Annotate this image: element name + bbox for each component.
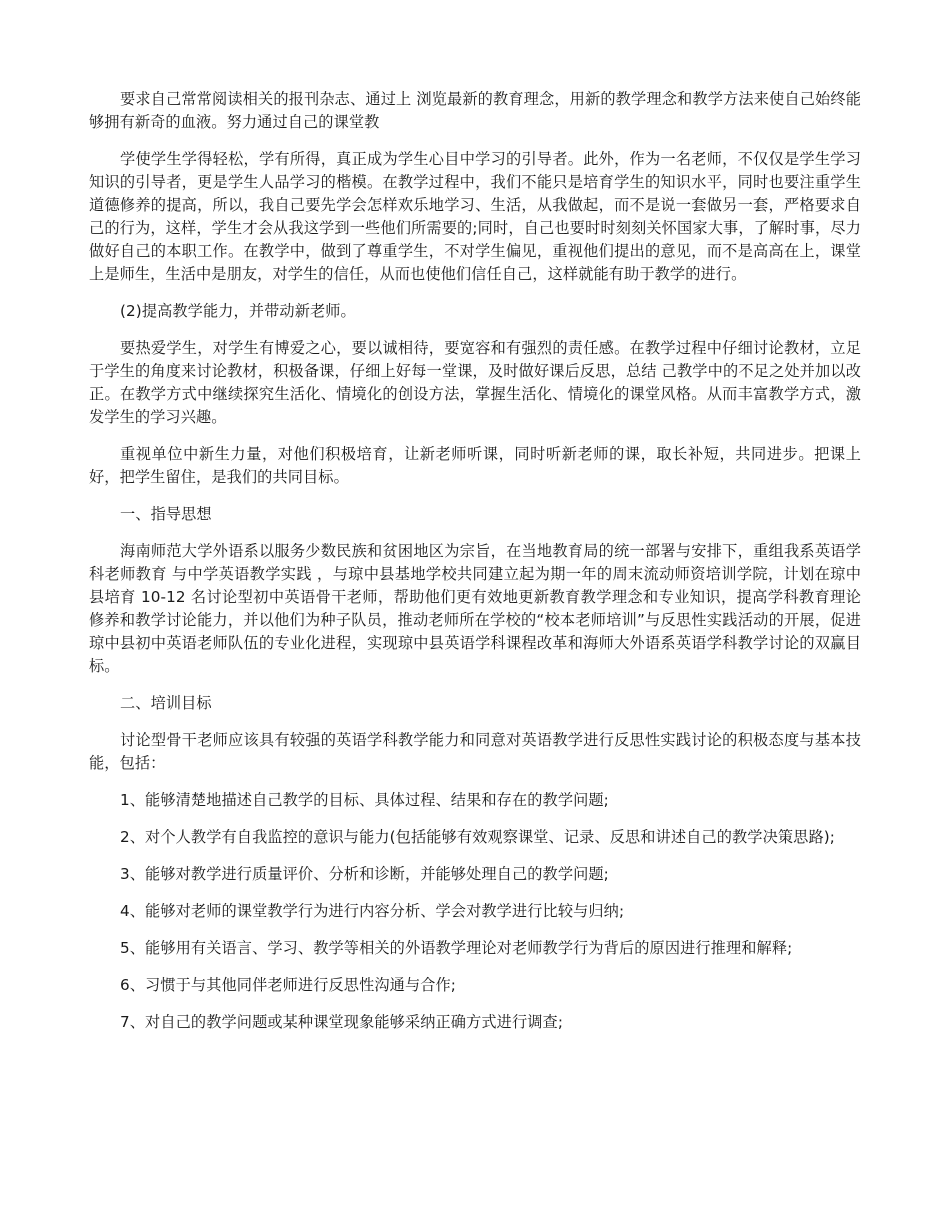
list-item: 6、习惯于与其他同伴老师进行反思性沟通与合作; [120, 976, 457, 994]
list-item: 3、能够对教学进行质量评价、分析和诊断，并能够处理自己的教学问题; [120, 865, 609, 883]
paragraph: 海南师范大学外语系以服务少数民族和贫困地区为宗旨，在当地教育局的统一部署与安排下，重组我系英语学科老师教育 与中学英语教学实践 ，与琼中县基地学校共同建立起为期一年的周末流动师资培训学院，计划在琼中县培育 10-12 名讨论型初中英语骨干老师，帮助他们更有效地更新教育教学理念和专业知识，提高学科教育理论修养和教学讨论能力，并以他们为种子队员，推动老师所在学校的“校本老师培训”与反思性实践活动的开展，促进琼中县初中英语老师队伍的专业化进程，实现琼中县英语学科课程改革和海师大外语系英语学科教学讨论的双赢目标。 [89, 542, 861, 675]
paragraph: 讨论型骨干老师应该具有较强的英语学科教学能力和同意对英语教学进行反思性实践讨论的积极态度与基本技能，包括： [89, 731, 861, 772]
list-item: 7、对自己的教学问题或某种课堂现象能够采纳正确方式进行调查; [120, 1013, 564, 1031]
list-item: 2、对个人教学有自我监控的意识与能力(包括能够有效观察课堂、记录、反思和讲述自己的教学决策思路); [120, 828, 835, 846]
list-item: 1、能够清楚地描述自己教学的目标、具体过程、结果和存在的教学问题; [120, 791, 609, 809]
paragraph: 重视单位中新生力量，对他们积极培育，让新老师听课，同时听新老师的课，取长补短，共同进步。把课上好，把学生留住，是我们的共同目标。 [89, 445, 861, 486]
paragraph: 要热爱学生，对学生有博爱之心，要以诚相待，要宽容和有强烈的责任感。在教学过程中仔细讨论教材，立足于学生的角度来讨论教材，积极备课，仔细上好每一堂课，及时做好课后反思，总结 己教学中的不足之处并加以改正。在教学方式中继续探究生活化、情境化的创设方法，掌握生活化、情境化的课堂风格。从而丰富教学方式，激发学生的学习兴趣。 [89, 339, 861, 426]
document-page [89, 88, 861, 1048]
paragraph: (2)提高教学能力，并带动新老师。 [120, 302, 356, 320]
section-heading-training-goals: 二、培训目标 [120, 694, 212, 712]
list-item: 5、能够用有关语言、学习、教学等相关的外语教学理论对老师教学行为背后的原因进行推理和解释; [120, 939, 793, 957]
list-item: 4、能够对老师的课堂教学行为进行内容分析、学会对教学进行比较与归纳; [120, 902, 625, 920]
paragraph: 学使学生学得轻松，学有所得，真正成为学生心目中学习的引导者。此外，作为一名老师，不仅仅是学生学习知识的引导者，更是学生人品学习的楷模。在教学过程中，我们不能只是培育学生的知识水平，同时也要注重学生道德修养的提高，所以，我自己要先学会怎样欢乐地学习、生活，从我做起，而不是说一套做另一套，严格要求自己的行为，这样，学生才会从我这学到一些他们所需要的;同时，自己也要时时刻刻关怀国家大事，了解时事，尽力做好自己的本职工作。在教学中，做到了尊重学生，不对学生偏见，重视他们提出的意见，而不是高高在上，课堂上是师生，生活中是朋友，对学生的信任，从而也使他们信任自己，这样就能有助于教学的进行。 [89, 150, 861, 283]
paragraph: 要求自己常常阅读相关的报刊杂志、通过上 浏览最新的教育理念，用新的教学理念和教学方法来使自己始终能够拥有新奇的血液。努力通过自己的课堂教 [89, 90, 861, 131]
section-heading-guiding-ideology: 一、指导思想 [120, 505, 212, 523]
